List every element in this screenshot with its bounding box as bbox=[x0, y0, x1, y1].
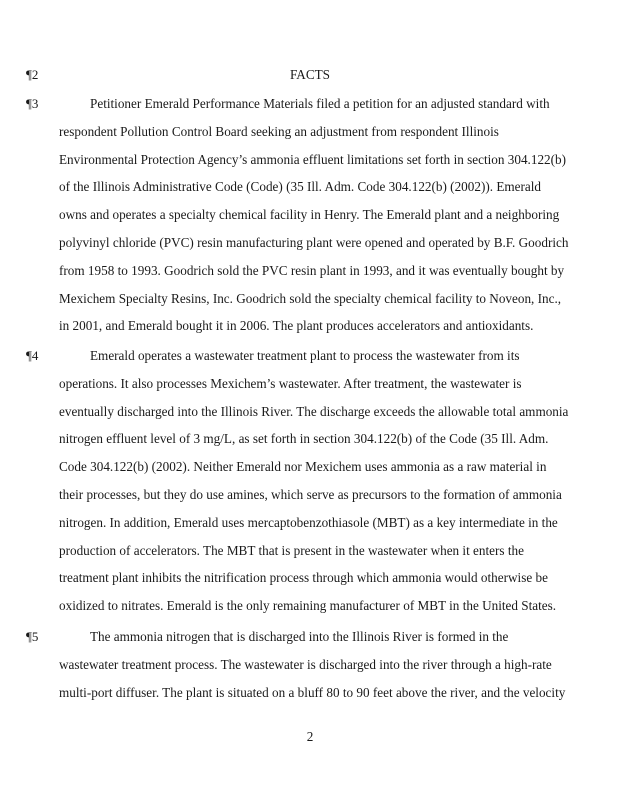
text-line: eventually discharged into the Illinois River. The discharge exceeds the allowable total ammonia bbox=[59, 403, 569, 419]
text-line: production of accelerators. The MBT that is present in the wastewater when it enters the bbox=[59, 542, 524, 558]
text-line: their processes, but they do use amines, which serve as precursors to the formation of ammonia bbox=[59, 487, 562, 502]
text-line: respondent Pollution Control Board seeking an adjustment from respondent Illinois bbox=[59, 123, 499, 139]
text-line: operations. It also processes Mexichem’s wastewater. After treatment, the wastewater is bbox=[59, 375, 522, 391]
text-line: Code 304.122(b) (2002). Neither Emerald nor Mexichem uses ammonia as a raw material in bbox=[59, 459, 547, 475]
text-line: in 2001, and Emerald bought it in 2006. The plant produces accelerators and antioxidants. bbox=[59, 318, 534, 334]
text-line: owns and operates a specialty chemical facility in Henry. The Emerald plant and a neighboring bbox=[59, 207, 560, 223]
text-line: Environmental Protection Agency’s ammonia effluent limitations set forth in section 304.122(b) bbox=[59, 151, 567, 167]
text-line: Petitioner Emerald Performance Materials filed a petition for an adjusted standard with bbox=[90, 96, 550, 111]
text-line: nitrogen. In addition, Emerald uses mercaptobenzothiasole (MBT) as a key intermediate in the bbox=[59, 514, 558, 530]
paragraph-mark: ¶5 bbox=[26, 629, 39, 644]
paragraph-mark: ¶4 bbox=[26, 348, 39, 363]
page-number: 2 bbox=[306, 729, 314, 744]
text-line: polyvinyl chloride (PVC) resin manufacturing plant were opened and operated by B.F. Goodrich bbox=[59, 235, 569, 250]
text-line: nitrogen effluent level of 3 mg/L, as set forth in section 304.122(b) of the Code (35 Ill. Adm. bbox=[59, 431, 549, 447]
text-line: wastewater treatment process. The wastewater is discharged into the river through a high-rate bbox=[59, 656, 552, 672]
text-line: of the Illinois Administrative Code (Code) (35 Ill. Adm. Code 304.122(b) (2002)). Emerald bbox=[59, 179, 541, 195]
paragraph-mark: ¶3 bbox=[26, 96, 39, 111]
text-line: The ammonia nitrogen that is discharged into the Illinois River is formed in the bbox=[90, 629, 509, 644]
text-line: Emerald operates a wastewater treatment plant to process the wastewater from its bbox=[90, 348, 520, 363]
section-heading: FACTS bbox=[289, 67, 331, 82]
paragraph-mark: ¶2 bbox=[26, 67, 39, 82]
text-line: from 1958 to 1993. Goodrich sold the PVC resin plant in 1993, and it was eventually bought by bbox=[59, 262, 565, 278]
text-line: Mexichem Specialty Resins, Inc. Goodrich sold the specialty chemical facility to Noveon, Inc., bbox=[59, 290, 562, 306]
text-line: multi-port diffuser. The plant is situated on a bluff 80 to 90 feet above the river, and the velocity bbox=[59, 684, 566, 700]
text-line: oxidized to nitrates. Emerald is the only remaining manufacturer of MBT in the United States. bbox=[59, 598, 557, 614]
text-line: treatment plant inhibits the nitrification process through which ammonia would otherwise be bbox=[59, 570, 548, 586]
